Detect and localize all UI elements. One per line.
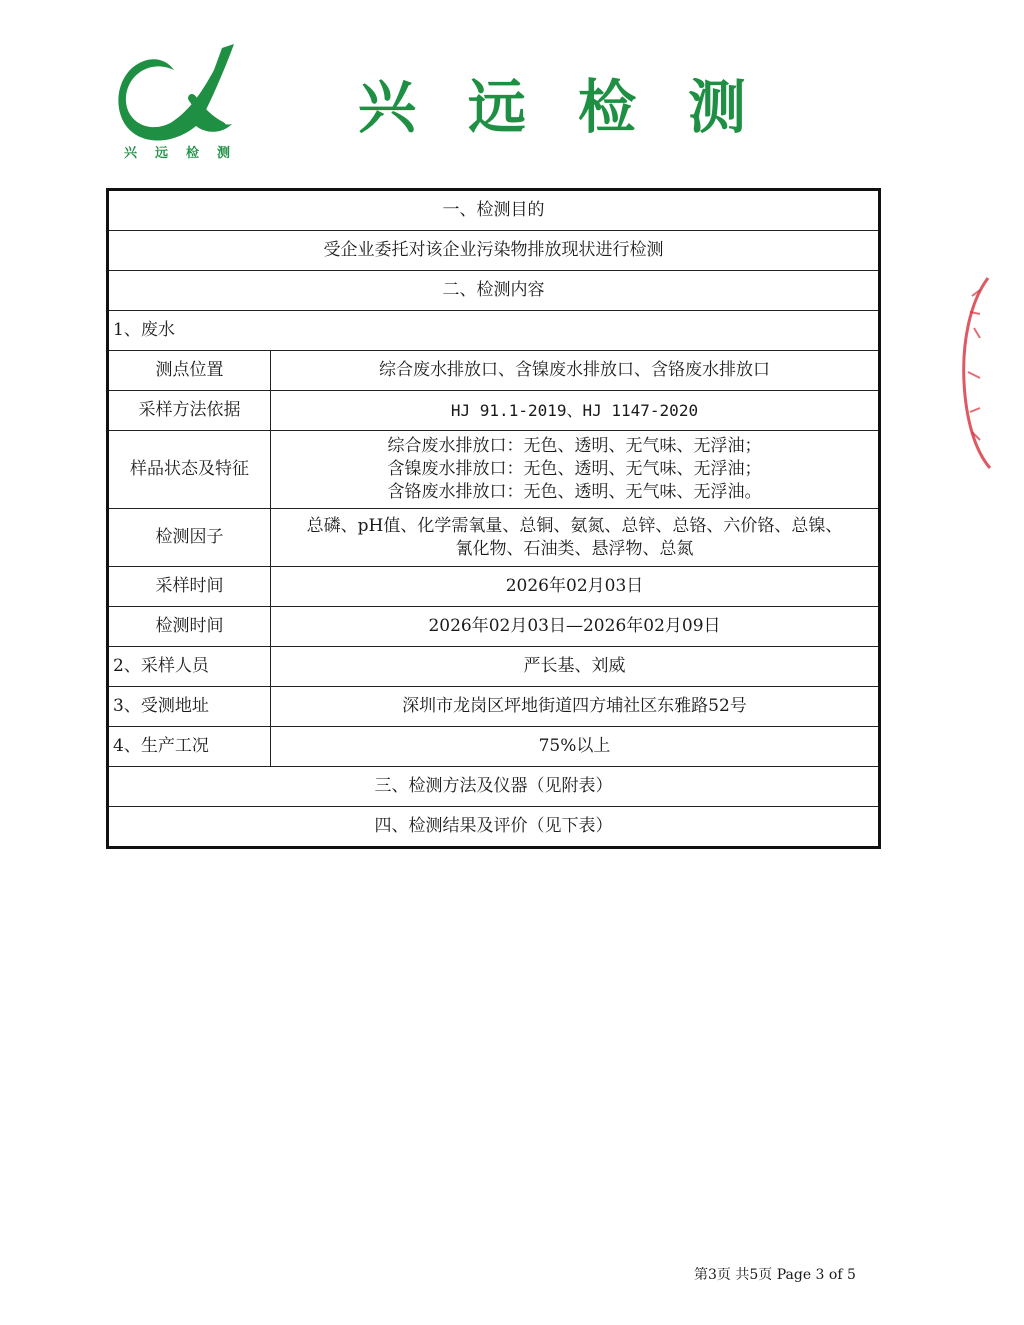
sampling-method-value: HJ 91.1-2019、HJ 1147-2020: [271, 391, 880, 431]
brand-char: 测: [687, 73, 746, 141]
purpose-title: 一、检测目的: [108, 190, 880, 231]
result-title: 四、检测结果及评价（见下表）: [108, 807, 880, 848]
logo-caption-char: 兴: [124, 146, 140, 161]
table-row: [108, 311, 880, 351]
page-footer: 第3页 共5页 Page 3 of 5: [694, 1267, 856, 1283]
wastewater-title: 1、废水: [108, 311, 880, 351]
logo-caption: [124, 142, 232, 161]
table-row: [108, 727, 880, 767]
brand-char: 检: [577, 73, 636, 141]
table-row: [108, 687, 880, 727]
table-row: [108, 607, 880, 647]
sampling-time-label: 采样时间: [108, 567, 271, 607]
table-row: [108, 567, 880, 607]
testing-time-label: 检测时间: [108, 607, 271, 647]
table-row: [108, 391, 880, 431]
table-row: [108, 767, 880, 807]
report-table: [106, 188, 881, 849]
sample-state-line: 综合废水排放口：无色、透明、无气味、无浮油；: [387, 436, 762, 456]
address-label: 3、受测地址: [108, 687, 271, 727]
purpose-text: 受企业委托对该企业污染物排放现状进行检测: [108, 231, 880, 271]
sampling-method-label: 采样方法依据: [108, 391, 271, 431]
logo-caption-char: 测: [216, 146, 232, 161]
table-row: [108, 231, 880, 271]
table-row: [108, 431, 880, 509]
factors-line: 氰化物、石油类、悬浮物、总氮: [455, 538, 694, 559]
sampling-time-value: 2026年02月03日: [271, 567, 880, 607]
sampler-label: 2、采样人员: [108, 647, 271, 687]
brand-char: 兴: [357, 73, 416, 141]
testing-time-value: 2026年02月03日—2026年02月09日: [271, 607, 880, 647]
sample-state-line: 含镍废水排放口：无色、透明、无气味、无浮油；: [387, 459, 762, 479]
sample-state-label: 样品状态及特征: [108, 431, 271, 509]
table-row: [108, 190, 880, 231]
brand-char: 远: [467, 73, 526, 141]
address-value: 深圳市龙岗区坪地街道四方埔社区东雅路52号: [271, 687, 880, 727]
factors-label: 检测因子: [108, 509, 271, 567]
factors-value: [271, 509, 880, 567]
production-value: 75%以上: [271, 727, 880, 767]
table-row: [108, 509, 880, 567]
logo-caption-char: 远: [154, 146, 170, 161]
table-row: [108, 351, 880, 391]
sample-state-value: [271, 431, 880, 509]
seal-stamp-icon: [958, 272, 992, 472]
table-row: [108, 807, 880, 848]
content-title: 二、检测内容: [108, 271, 880, 311]
point-label: 测点位置: [108, 351, 271, 391]
logo-caption-char: 检: [185, 146, 201, 161]
factors-line: 总磷、pH值、化学需氧量、总铜、氨氮、总锌、总铬、六价铬、总镍、: [306, 515, 843, 536]
production-label: 4、生产工况: [108, 727, 271, 767]
table-row: [108, 271, 880, 311]
point-value: 综合废水排放口、含镍废水排放口、含铬废水排放口: [271, 351, 880, 391]
brand-title: [352, 60, 752, 144]
table-row: [108, 647, 880, 687]
method-title: 三、检测方法及仪器（见附表）: [108, 767, 880, 807]
sample-state-line: 含铬废水排放口：无色、透明、无气味、无浮油。: [387, 482, 762, 502]
sampler-value: 严长基、刘威: [271, 647, 880, 687]
